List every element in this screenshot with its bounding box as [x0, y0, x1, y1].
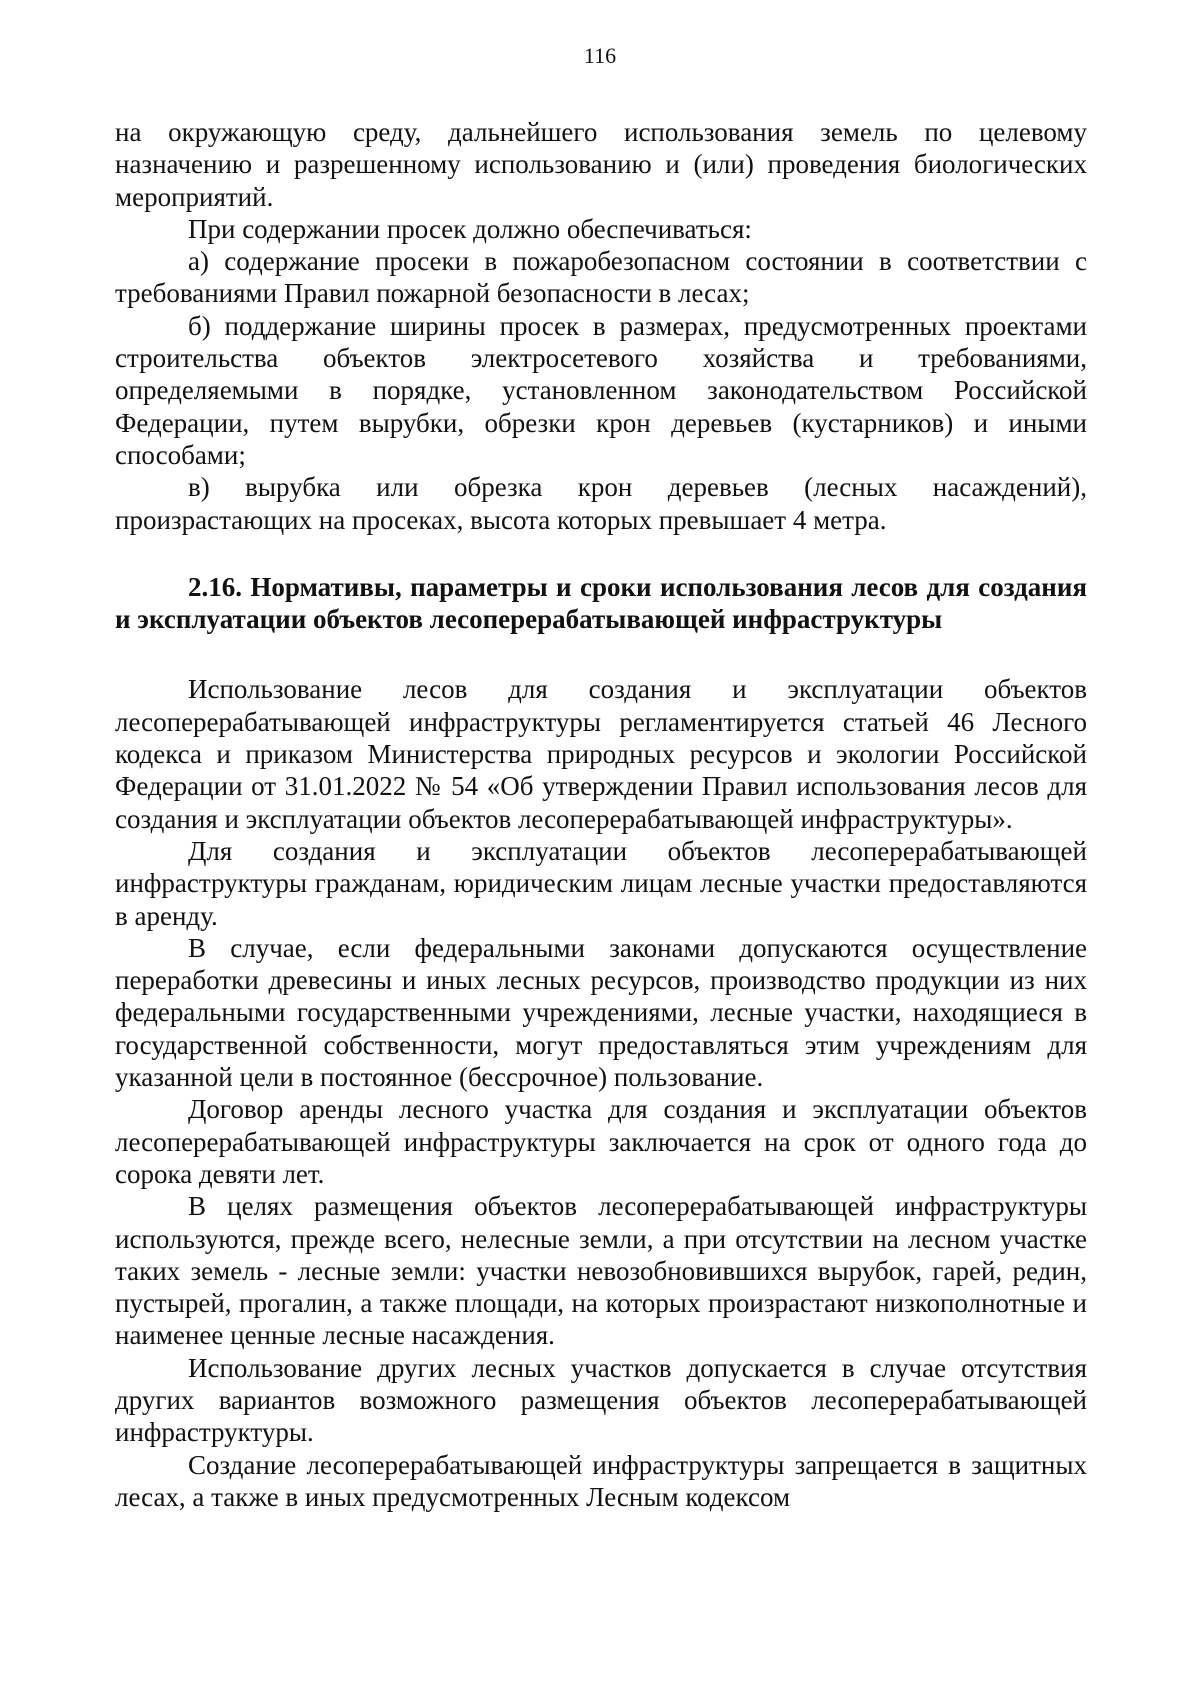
paragraph: на окружающую среду, дальнейшего использования земель по целевому назначению и разрешенному использованию и (или) проведения биологических мероприятий.	[115, 117, 1087, 212]
list-item-b: б) поддержание ширины просек в размерах, предусмотренных проектами строительства объектов электросетевого хозяйства и требованиями, определяемыми в порядке, установленном законодательством Российской Федерации, путем вырубки, обрезки крон деревьев (кустарников) и иными способами;	[115, 310, 1087, 470]
paragraph: Договор аренды лесного участка для создания и эксплуатации объектов лесоперерабатывающей инфраструктуры заключается на срок от одного года до сорока девяти лет.	[115, 1094, 1087, 1189]
paragraph: Использование других лесных участков допускается в случае отсутствия других вариантов возможного размещения объектов лесоперерабатывающей инфраструктуры.	[115, 1352, 1087, 1448]
spacer	[115, 536, 1087, 571]
paragraph: В случае, если федеральными законами допускаются осуществление переработки древесины и иных лесных ресурсов, производство продукции из них федеральными государственными учреждениями, лесные участки, находящиеся в государственной собственности, могут предоставляться этим учреждениям для указанной цели в постоянное (бессрочное) пользование.	[115, 932, 1087, 1093]
paragraph: Использование лесов для создания и эксплуатации объектов лесоперерабатывающей инфраструктуры регламентируется статьей 46 Лесного кодекса и приказом Министерства природных ресурсов и экологии Российской Федерации от 31.01.2022 № 54 «Об утверждении Правил использования лесов для создания и эксплуатации объектов лесоперерабатывающей инфраструктуры».	[115, 674, 1087, 834]
paragraph: В целях размещения объектов лесоперерабатывающей инфраструктуры используются, прежде всего, нелесные земли, а при отсутствии на лесном участке таких земель - лесные земли: участки невозобновившихся вырубок, гарей, редин, пустырей, прогалин, а также площади, на которых произрастают низкополнотные и наименее ценные лесные насаждения.	[115, 1191, 1087, 1351]
page-number: 116	[583, 43, 617, 68]
list-item-c: в) вырубка или обрезка крон деревьев (лесных насаждений), произрастающих на просеках, высота которых превышает 4 метра.	[115, 472, 1087, 535]
paragraph: При содержании просек должно обеспечиваться:	[188, 213, 752, 244]
paragraph: Для создания и эксплуатации объектов лесоперерабатывающей инфраструктуры гражданам, юридическим лицам лесные участки предоставляются в аренду.	[115, 835, 1087, 931]
spacer	[115, 635, 1087, 673]
list-item-a: а) содержание просеки в пожаробезопасном состоянии в соответствии с требованиями Правил пожарной безопасности в лесах;	[115, 246, 1087, 309]
section-heading: 2.16. Нормативы, параметры и сроки использования лесов для создания и эксплуатации объектов лесоперерабатывающей инфраструктуры	[115, 571, 1087, 635]
document-body	[115, 116, 1087, 1513]
paragraph: Создание лесоперерабатывающей инфраструктуры запрещается в защитных лесах, а также в иных предусмотренных Лесным кодексом	[115, 1449, 1087, 1512]
